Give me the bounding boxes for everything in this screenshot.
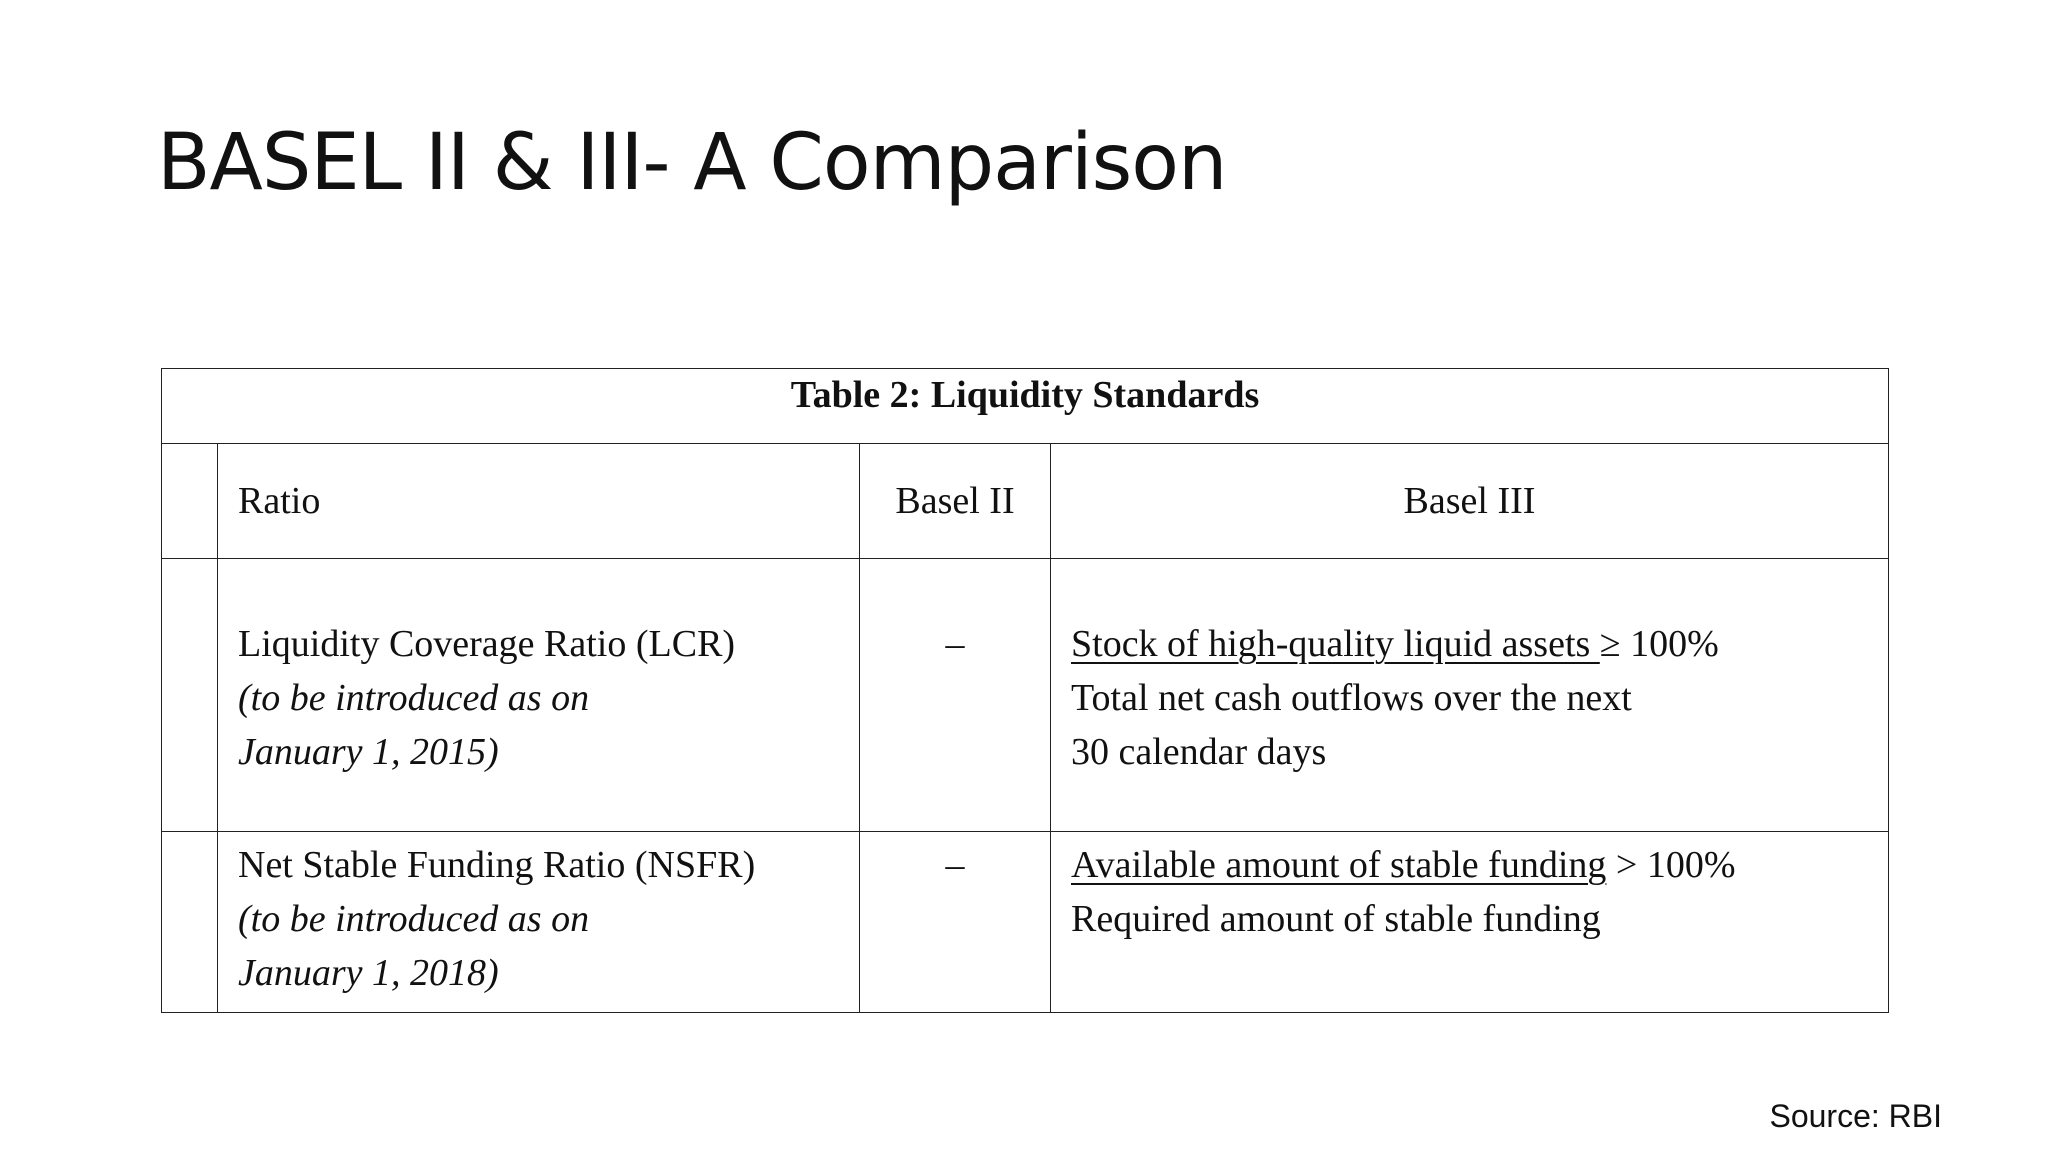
table-stub-cell: [162, 832, 218, 1013]
table-row: [162, 832, 1889, 1013]
slide-title: BASEL II & III- A Comparison: [157, 118, 1227, 208]
nsfr-ratio-name: Net Stable Funding Ratio (NSFR): [238, 844, 756, 886]
lcr-basel3-formula-line: [1071, 617, 1888, 671]
nsfr-basel2-value: –: [945, 844, 965, 886]
table-stub-cell: [162, 444, 218, 559]
lcr-ratio-cell: [218, 559, 860, 832]
lcr-ratio-name: Liquidity Coverage Ratio (LCR): [238, 623, 736, 665]
table-stub-cell: [162, 559, 218, 832]
source-note: Source: RBI: [1769, 1098, 1942, 1134]
header-basel2: Basel II: [860, 444, 1051, 559]
nsfr-basel3-formula-line: [1071, 838, 1888, 892]
nsfr-basel2-cell: [860, 832, 1051, 1013]
lcr-ratio-date: January 1, 2015): [238, 731, 499, 773]
nsfr-ratio-date: January 1, 2018): [238, 952, 499, 994]
nsfr-basel3-cell: [1051, 832, 1889, 1013]
lcr-basel3-cell: [1051, 559, 1889, 832]
nsfr-basel3-operator: > 100%: [1606, 844, 1736, 886]
table-row: [162, 559, 1889, 832]
lcr-basel3-denominator-cont: 30 calendar days: [1071, 731, 1327, 773]
lcr-basel3-operator: ≥ 100%: [1599, 623, 1719, 665]
nsfr-basel3-numerator: Available amount of stable funding: [1071, 844, 1607, 886]
table-header-row: [162, 444, 1889, 559]
lcr-basel3-numerator: Stock of high-quality liquid assets: [1071, 623, 1600, 665]
header-ratio: Ratio: [218, 444, 860, 559]
lcr-basel3-denominator: Total net cash outflows over the next: [1071, 677, 1632, 719]
liquidity-standards-table: [161, 368, 1889, 1013]
table-caption: Table 2: Liquidity Standards: [162, 369, 1889, 444]
nsfr-ratio-cell: [218, 832, 860, 1013]
nsfr-ratio-note: (to be introduced as on: [238, 898, 590, 940]
liquidity-table-container: [161, 368, 1889, 1008]
nsfr-basel3-denominator: Required amount of stable funding: [1071, 898, 1601, 940]
lcr-basel2-value: –: [945, 623, 965, 665]
lcr-ratio-note: (to be introduced as on: [238, 677, 590, 719]
header-basel3: Basel III: [1051, 444, 1889, 559]
table-caption-row: [162, 369, 1889, 444]
lcr-basel2-cell: [860, 559, 1051, 832]
